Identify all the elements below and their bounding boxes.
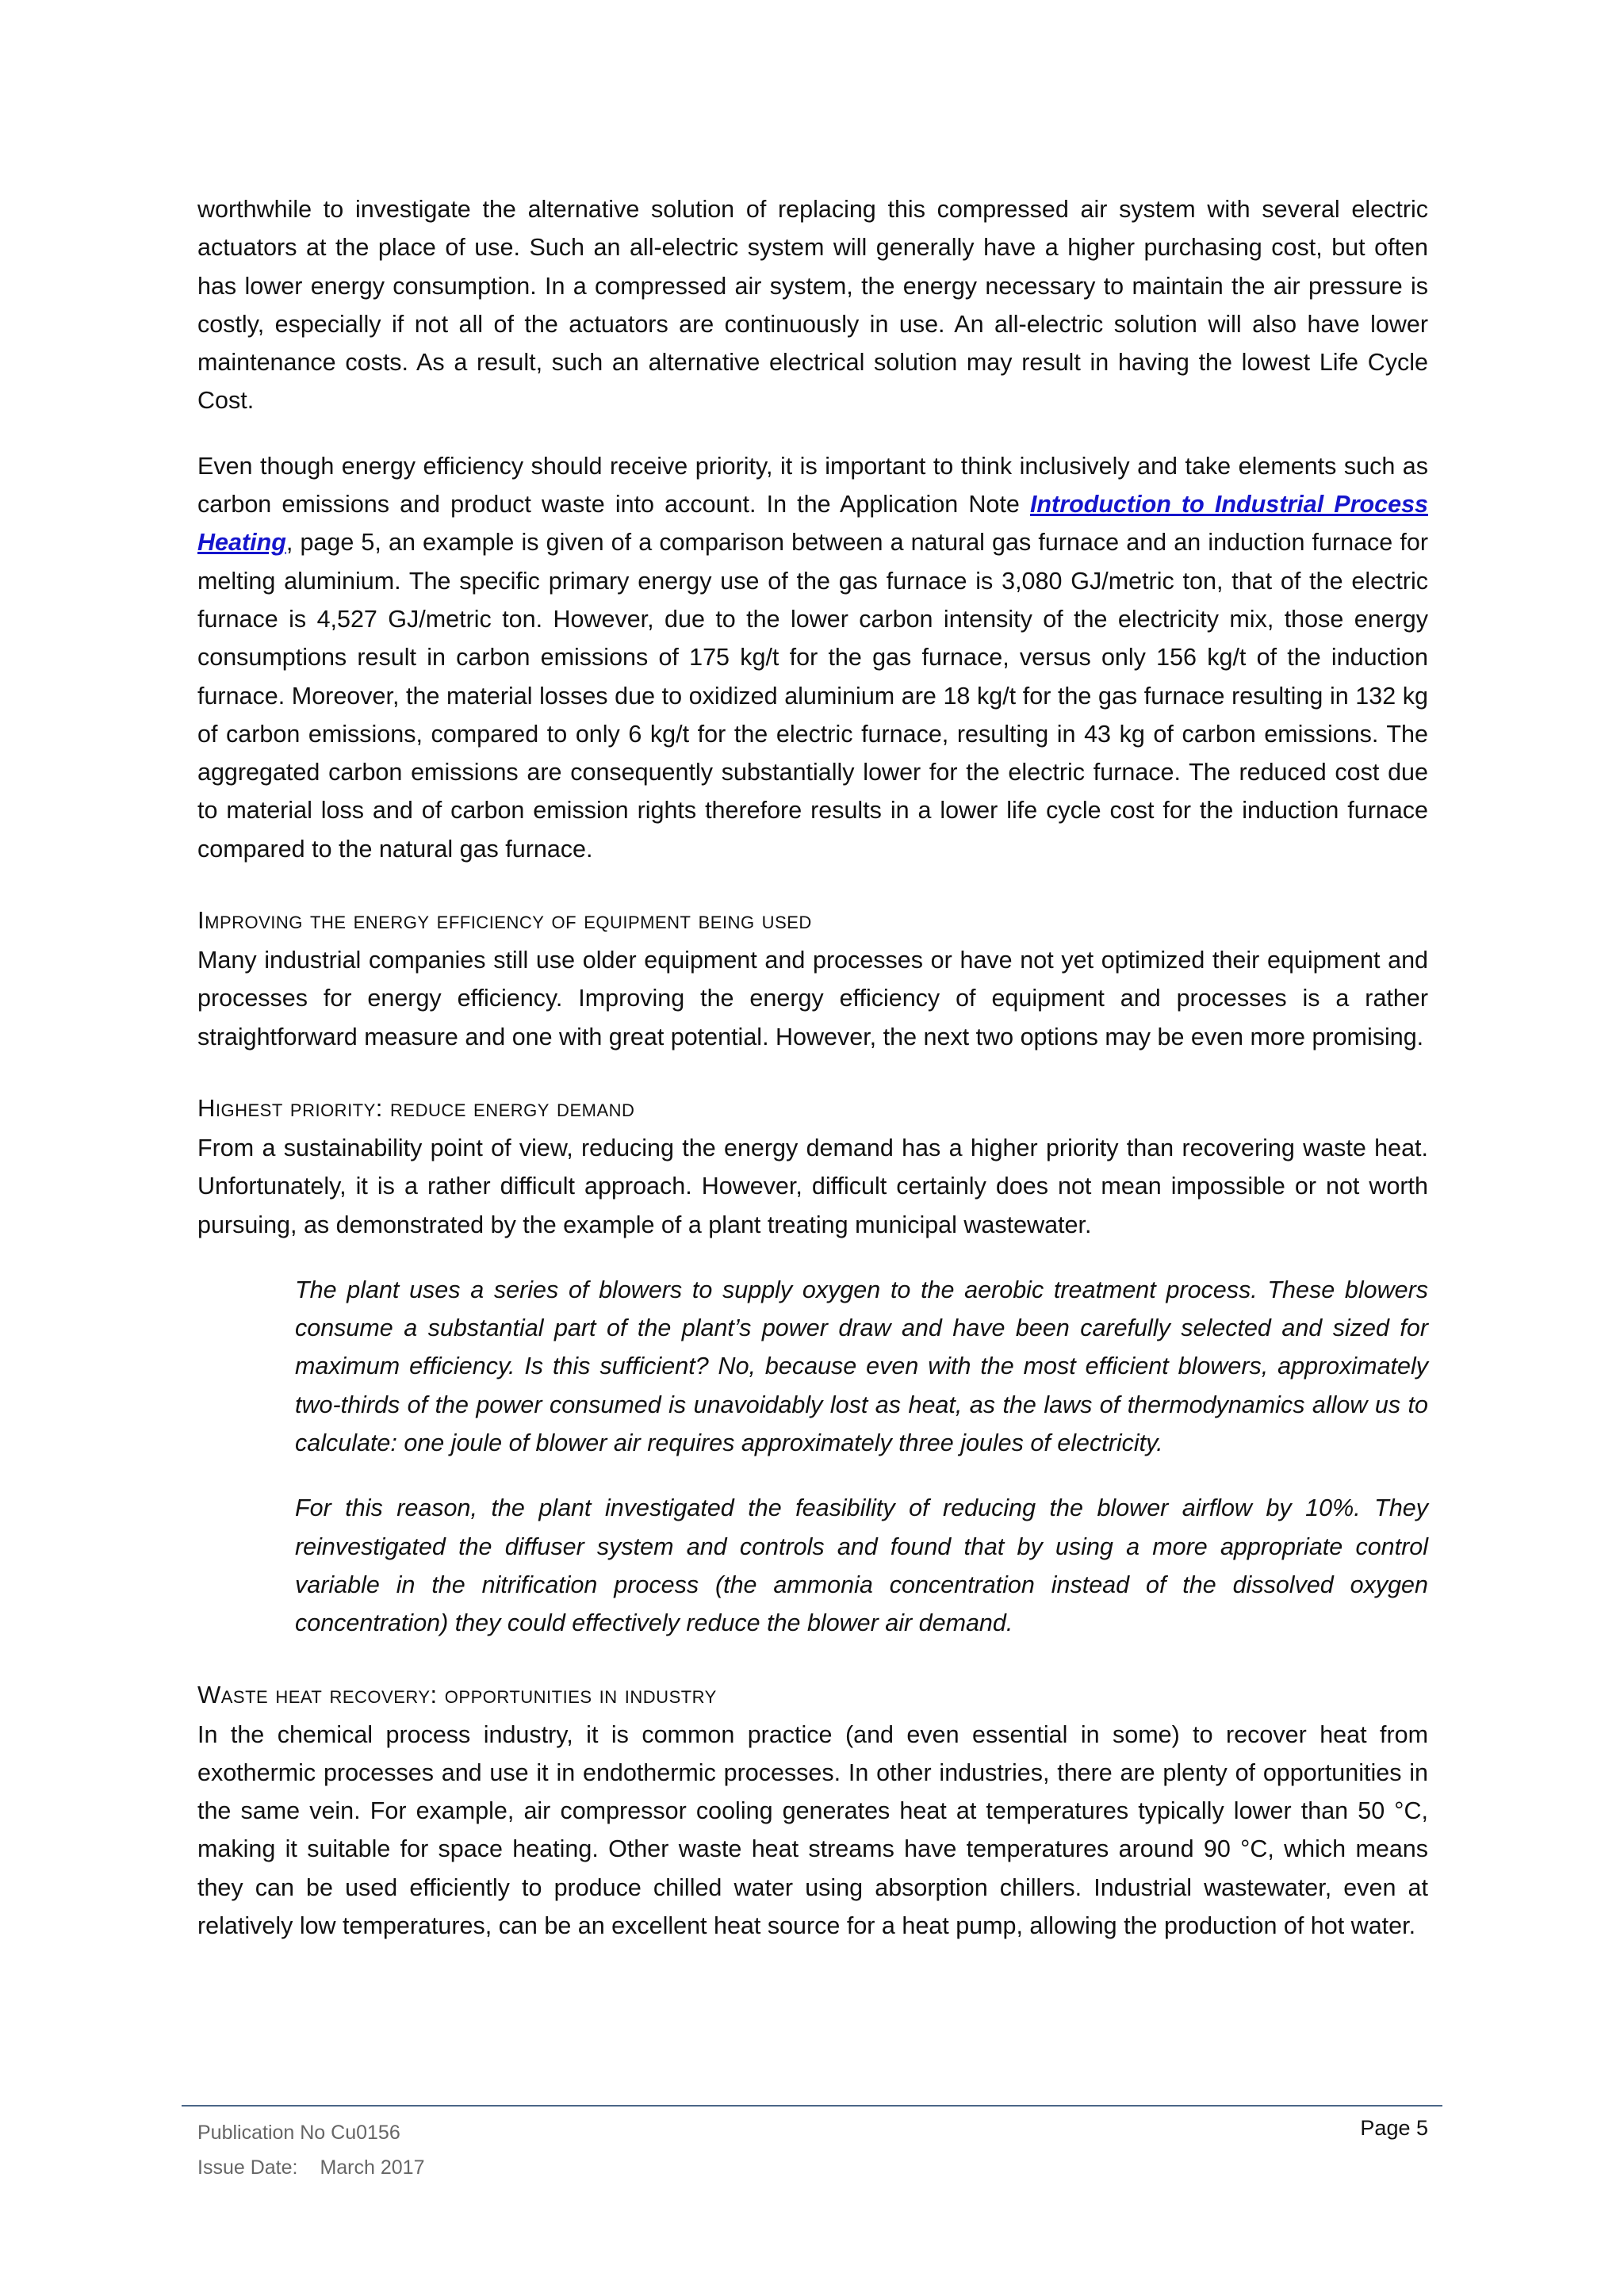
- section-heading-improving-efficiency: Improving the energy efficiency of equipment being used: [197, 906, 812, 935]
- industrial-process-heating-link[interactable]: Introduction to Industrial Process Heating: [197, 491, 1428, 557]
- body-paragraph-3: Many industrial companies still use older equipment and processes or have not yet optimized their equipment and processes for energy efficiency. Improving the energy efficiency of equipment and processes is a rather straightforward measure and one with great potential. However, the next two options may be even more promising.: [197, 947, 1428, 1050]
- footer-publication-info: [197, 2115, 424, 2185]
- body-paragraph-1: worthwhile to investigate the alternative solution of replacing this compressed air system with several electric actuators at the place of use. Such an all-electric system will generally have a higher purchasing cost, but often has lower energy consumption. In a compressed air system, the energy necessary to maintain the air pressure is costly, especially if not all of the actuators are continuously in use. An all-electric solution will also have lower maintenance costs. As a result, such an alternative electrical solution may result in having the lowest Life Cycle Cost.: [197, 196, 1428, 415]
- page-number: Page 5: [1360, 2116, 1428, 2140]
- page-content: [197, 190, 1428, 1945]
- body-paragraph-5: In the chemical process industry, it is common practice (and even essential in some) to recover heat from exothermic processes and use it in endothermic processes. In other industries, there are plenty of opportunities in the same vein. For example, air compressor cooling generates heat at temperatures typically lower than 50 °C, making it suitable for space heating. Other waste heat streams have temperatures around 90 °C, which means they can be used efficiently to produce chilled water using absorption chillers. Industrial wastewater, even at relatively low temperatures, can be an excellent heat source for a heat pump, allowing the production of hot water.: [197, 1720, 1428, 1939]
- section-heading-reduce-demand: Highest priority: reduce energy demand: [197, 1093, 635, 1122]
- quote-paragraph-1: The plant uses a series of blowers to supply oxygen to the aerobic treatment process. These blowers consume a substantial part of the plant’s power draw and have been carefully selected and sized for maximum efficiency. Is this sufficient? No, because even with the most efficient blowers, approximately two-thirds of the power consumed is unavoidably lost as heat, as the laws of thermodynamics allow us to calculate: one joule of blower air requires approximately three joules of electricity.: [295, 1276, 1428, 1457]
- paragraph-2-text-start: Even though energy efficiency should receive priority, it is important to think inclusively and take elements such as carbon emissions and product waste into account. In the Application Note: [197, 452, 1428, 519]
- footer-divider: [182, 2105, 1442, 2107]
- issue-date-value: March 2017: [320, 2156, 425, 2179]
- paragraph-2-text-end: , page 5, an example is given of a comparison between a natural gas furnace and an induction furnace for melting aluminium. The specific primary energy use of the gas furnace is 3,080 GJ/metric ton, that of the electric furnace is 4,527 GJ/metric ton. However, due to the lower carbon intensity of the electricity mix, those energy consumptions result in carbon emissions of 175 kg/t for the gas furnace, versus only 156 kg/t of the induction furnace. Moreover, the material losses due to oxidized aluminium are 18 kg/t for the gas furnace resulting in 132 kg of carbon emissions, compared to only 6 kg/t for the electric furnace, resulting in 43 kg of carbon emissions. The aggregated carbon emissions are consequently substantially lower for the electric furnace. The reduced cost due to material loss and of carbon emission rights therefore results in a lower life cycle cost for the induction furnace compared to the natural gas furnace.: [197, 529, 1428, 863]
- section-heading-waste-heat: Waste heat recovery: opportunities in industry: [197, 1680, 717, 1709]
- publication-number: Publication No Cu0156: [197, 2122, 400, 2144]
- issue-date-row: [197, 2150, 424, 2185]
- body-paragraph-2: [197, 447, 1428, 868]
- issue-date-label: Issue Date:: [197, 2156, 298, 2179]
- quote-paragraph-2: For this reason, the plant investigated the feasibility of reducing the blower airflow by 10%. They reinvestigated the diffuser system and controls and found that by using a more appropriate control variable in the nitrification process (the ammonia concentration instead of the dissolved oxygen concentration) they could effectively reduce the blower air demand.: [295, 1494, 1428, 1637]
- body-paragraph-4: From a sustainability point of view, reducing the energy demand has a higher priority than recovering waste heat. Unfortunately, it is a rather difficult approach. However, difficult certainly does not mean impossible or not worth pursuing, as demonstrated by the example of a plant treating municipal wastewater.: [197, 1134, 1428, 1238]
